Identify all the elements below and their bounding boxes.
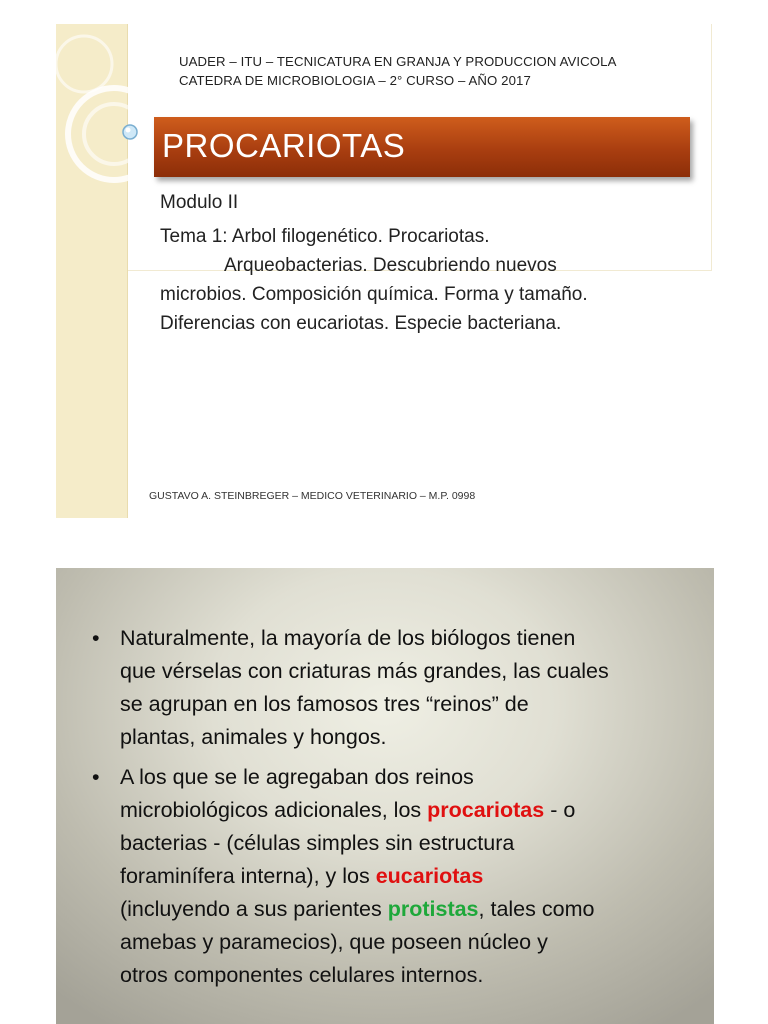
topic-line: microbios. Composición química. Forma y tamaño. — [160, 284, 588, 305]
text-line: plantas, animales y hongos. — [120, 725, 387, 749]
bullet-item — [92, 622, 692, 754]
module-label: Modulo II — [160, 192, 239, 213]
text-line — [120, 860, 692, 893]
text-line: bacterias - (células simples sin estructura — [120, 831, 515, 855]
highlight-procariotas: procariotas — [427, 798, 545, 822]
text-segment: , tales como — [478, 897, 595, 921]
topic-line: Tema 1: Arbol filogenético. Procariotas. — [160, 226, 490, 247]
text-segment: - o — [544, 798, 576, 822]
text-line: Naturalmente, la mayoría de los biólogos tienen — [120, 626, 576, 650]
header-course: CATEDRA DE MICROBIOLOGIA – 2° CURSO – AÑO 2017 — [179, 73, 531, 88]
topic-line: Arqueobacterias. Descubriendo nuevos — [224, 255, 557, 276]
text-line: A los que se le agregaban dos reinos — [120, 765, 474, 789]
highlight-eucariotas: eucariotas — [375, 864, 484, 888]
author-footer: GUSTAVO A. STEINBREGER – MEDICO VETERINARIO – M.P. 0998 — [149, 490, 476, 502]
bullet-icon: • — [92, 765, 100, 789]
frame-line-right — [711, 24, 712, 271]
text-line: se agrupan en los famosos tres “reinos” de — [120, 692, 529, 716]
text-line: otros componentes celulares internos. — [120, 963, 484, 987]
title-bar — [154, 117, 690, 177]
text-line — [120, 893, 692, 926]
text-segment: microbiológicos adicionales, los — [120, 798, 428, 822]
title-slide — [56, 24, 712, 518]
slide-title: PROCARIOTAS — [162, 127, 406, 164]
highlight-protistas: protistas — [387, 897, 479, 921]
content-slide — [56, 568, 714, 1024]
text-line: amebas y paramecios), que poseen núcleo y — [120, 930, 548, 954]
text-segment: foraminífera interna), y los — [120, 864, 376, 888]
bullet-icon: • — [92, 626, 100, 650]
topic-line: Diferencias con eucariotas. Especie bacteriana. — [160, 313, 562, 334]
bullet-list — [92, 622, 692, 999]
text-segment: (incluyendo a sus parientes — [120, 897, 388, 921]
bullet-item — [92, 761, 692, 992]
text-line — [120, 794, 692, 827]
header-institution: UADER – ITU – TECNICATURA EN GRANJA Y PRODUCCION AVICOLA — [179, 54, 617, 69]
text-line: que vérselas con criaturas más grandes, las cuales — [120, 659, 609, 683]
